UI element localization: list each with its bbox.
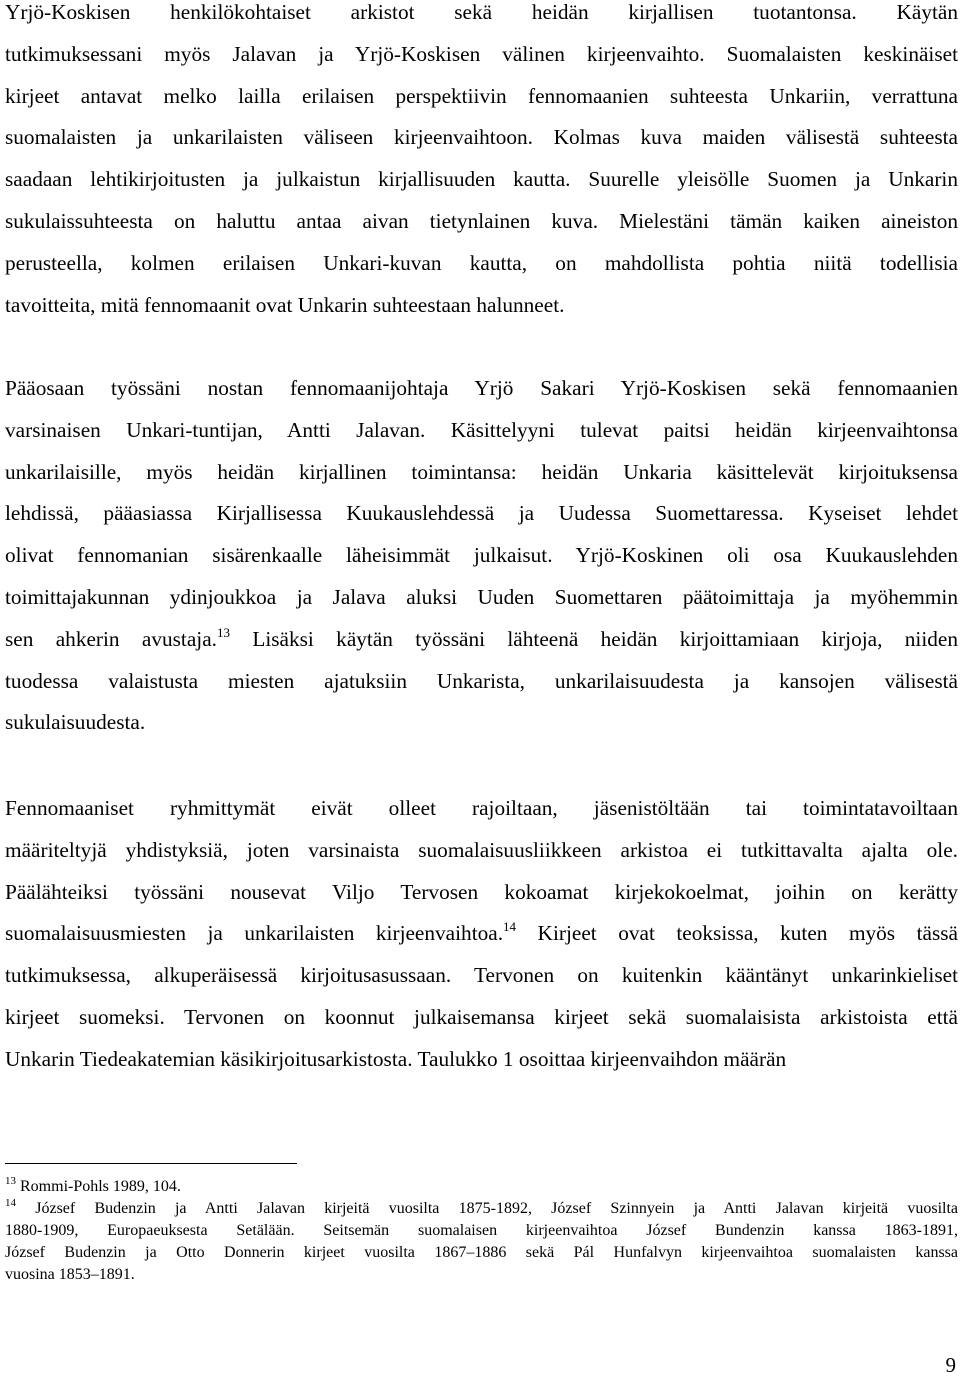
footnote-line <box>5 1176 958 1198</box>
text-segment: Lisäksi käytän työssäni lähteenä heidän kirjoittamiaan kirjoja, niiden <box>230 626 958 651</box>
text-line: perusteella, kolmen erilaisen Unkari-kuvan kautta, on mahdollista pohtia niitä todellisia <box>5 250 958 275</box>
page-number: 9 <box>945 1353 956 1377</box>
text-line: Unkarin Tiedeakatemian käsikirjoitusarkistosta. Taulukko 1 osoittaa kirjeenvaihdon määrän <box>5 1046 787 1071</box>
text-line: Yrjö-Koskisen henkilökohtaiset arkistot sekä heidän kirjallisen tuotantonsa. Käytän <box>5 0 958 24</box>
footnote-reference-13: 13 <box>217 624 230 640</box>
document-page <box>5 0 958 1385</box>
text-line: Pääosaan työssäni nostan fennomaanijohtaja Yrjö Sakari Yrjö-Koskisen sekä fennomaanien <box>5 376 958 400</box>
text-line: varsinaisen Unkari-tuntijan, Antti Jalavan. Käsittelyyni tulevat paitsi heidän kirjeenvaihtonsa <box>5 417 958 442</box>
text-line: unkarilaisille, myös heidän kirjallinen toimintansa: heidän Unkaria käsittelevät kirjoituksensa <box>5 459 958 484</box>
text-line: olivat fennomanian sisärenkaalle läheisimmät julkaisut. Yrjö-Koskinen oli osa Kuukauslehden <box>5 543 958 568</box>
footnote-line <box>5 1198 958 1220</box>
text-line: tuodessa valaistusta miesten ajatuksiin Unkarista, unkarilaisuudesta ja kansojen välisestä <box>5 668 958 693</box>
footnote-separator <box>5 1163 297 1164</box>
text-line: kirjeet suomeksi. Tervonen on koonnut julkaisemansa kirjeet sekä suomalaisista arkistoista että <box>5 1004 958 1029</box>
text-line: toimittajakunnan ydinjoukkoa ja Jalava aluksi Uuden Suomettaren päätoimittaja ja myöhemmin <box>5 584 958 609</box>
footnote-line: 1880-1909, Europaeuksesta Setälään. Seitsemän suomalaisen kirjeenvaihtoa József Bundenzin kanssa 1863-1891, <box>5 1222 958 1239</box>
text-line: sukulaissuhteesta on haluttu antaa aivan tietynlainen kuva. Mielestäni tämän kaiken aineiston <box>5 208 958 233</box>
text-line: tutkimuksessa, alkuperäisessä kirjoitusasussaan. Tervonen on kuitenkin kääntänyt unkarinkieliset <box>5 963 958 988</box>
text-line-with-footnote-ref <box>5 913 958 955</box>
text-line: lehdissä, pääasiassa Kirjallisessa Kuukauslehdessä ja Uudessa Suomettaressa. Kyseiset lehdet <box>5 501 958 526</box>
footnotes <box>5 1176 958 1286</box>
text-line: sukulaisuudesta. <box>5 710 146 735</box>
body-paragraph-1 <box>5 0 958 326</box>
text-line: Päälähteiksi työssäni nousevat Viljo Tervosen kokoamat kirjekokoelmat, joihin on kerätty <box>5 879 958 904</box>
text-line: saadaan lehtikirjoitusten ja julkaistun kirjallisuuden kautta. Suurelle yleisölle Suomen ja Unkarin <box>5 167 958 192</box>
body-paragraph-2 <box>5 368 958 744</box>
footnote-14 <box>5 1198 958 1286</box>
text-line-with-footnote-ref <box>5 619 958 661</box>
text-line: tutkimuksessani myös Jalavan ja Yrjö-Koskisen välinen kirjeenvaihto. Suomalaisten keskinäiset <box>5 41 958 66</box>
text-segment: suomalaisuusmiesten ja unkarilaisten kirjeenvaihtoa. <box>5 921 504 946</box>
footnote-number: 13 <box>5 1175 16 1187</box>
text-segment: Kirjeet ovat teoksissa, kuten myös tässä <box>516 921 958 946</box>
footnote-reference-14: 14 <box>503 919 517 935</box>
footnote-13 <box>5 1176 958 1198</box>
text-line: määriteltyjä yhdistyksiä, joten varsinaista suomalaisuusliikkeen arkistoa ei tutkittavalta ajalta ole. <box>5 837 958 862</box>
body-paragraph-3 <box>5 788 958 1081</box>
text-line: tavoitteita, mitä fennomaanit ovat Unkarin suhteestaan halunneet. <box>5 292 565 317</box>
text-line: kirjeet antavat melko lailla erilaisen perspektiivin fennomaanien suhteesta Unkariin, verrattuna <box>5 83 958 108</box>
text-segment: sen ahkerin avustaja. <box>5 626 217 651</box>
footnote-line: József Budenzin ja Otto Donnerin kirjeet vuosilta 1867–1886 sekä Pál Hunfalvyn kirjeenvaihtoa suomalaisten kanssa <box>5 1244 958 1261</box>
footnote-text: József Budenzin ja Antti Jalavan kirjeitä vuosilta 1875-1892, József Szinnyein ja Antti Jalavan kirjeitä vuosilta <box>35 1200 959 1217</box>
footnote-line: vuosina 1853–1891. <box>5 1266 135 1283</box>
footnote-text: Rommi-Pohls 1989, 104. <box>20 1178 181 1195</box>
text-line: suomalaisten ja unkarilaisten väliseen kirjeenvaihtoon. Kolmas kuva maiden välisestä suhteesta <box>5 125 958 150</box>
text-line: Fennomaaniset ryhmittymät eivät olleet rajoiltaan, jäsenistöltään tai toimintatavoiltaan <box>5 796 958 820</box>
footnote-number: 14 <box>5 1197 16 1209</box>
